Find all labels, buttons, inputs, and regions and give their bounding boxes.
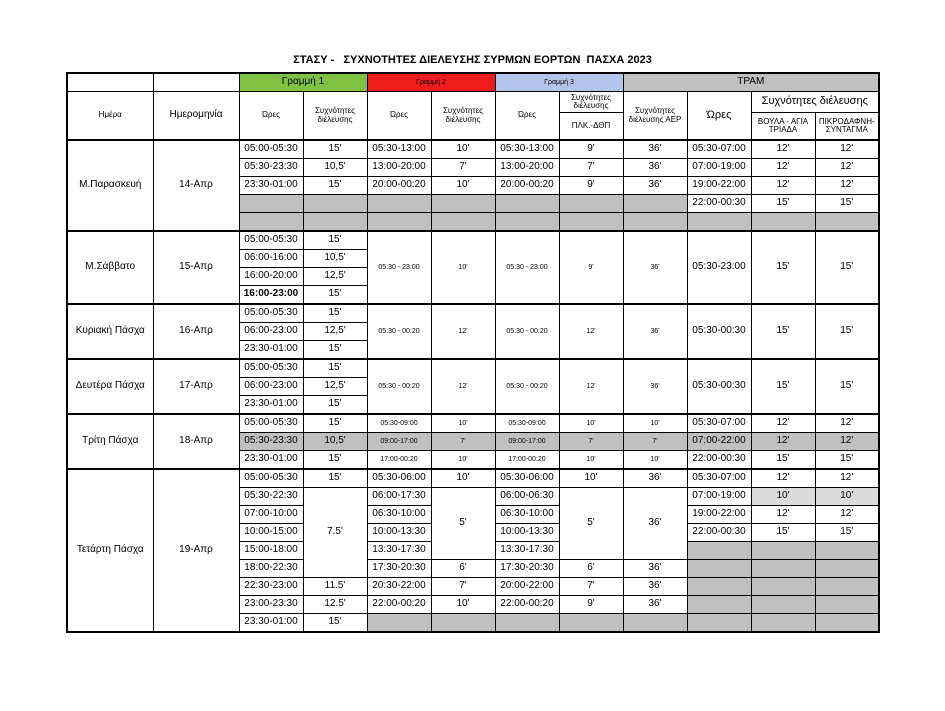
empty-cell <box>495 195 559 213</box>
date-cell: 18-Απρ <box>153 414 239 469</box>
freq-cell: 12' <box>559 304 623 359</box>
tram-hours-cell: 07:00-19:00 <box>687 488 751 506</box>
hours-cell: 18:00-22:30 <box>239 560 303 578</box>
freq-cell: 15' <box>303 614 367 633</box>
freq-cell: 7' <box>559 433 623 451</box>
aer-cell: 36' <box>623 304 687 359</box>
hours-cell: 22:30-23:00 <box>239 578 303 596</box>
freq-cell: 5' <box>431 488 495 560</box>
freq-cell: 11.5' <box>303 578 367 596</box>
corner-cell <box>153 73 239 92</box>
hours-cell: 06:00-23:00 <box>239 378 303 396</box>
freq-cell: 12.5' <box>303 596 367 614</box>
empty-cell <box>815 578 879 596</box>
freq-cell: 15' <box>303 177 367 195</box>
empty-cell <box>431 614 495 633</box>
tram-freq-cell: 12' <box>751 177 815 195</box>
hours-cell: 05:30 - 00:20 <box>367 304 431 359</box>
date-cell: 15-Απρ <box>153 231 239 304</box>
tram-freq-cell: 15' <box>751 524 815 542</box>
tram-hours-cell: 22:00-00:30 <box>687 195 751 213</box>
freq-cell: 10' <box>431 451 495 470</box>
freq-cell: 15' <box>303 414 367 433</box>
hours-cell: 05:00-05:30 <box>239 469 303 488</box>
l3-freq-header: Συχνότητες διέλευσης <box>559 92 623 113</box>
hours-cell: 23:30-01:00 <box>239 341 303 360</box>
freq-cell: 10' <box>431 177 495 195</box>
hours-cell: 06:00-16:00 <box>239 250 303 268</box>
tram-freq-cell: 12' <box>815 140 879 159</box>
tram-freq-cell: 15' <box>751 451 815 470</box>
hours-cell: 09:00-17:00 <box>495 433 559 451</box>
hours-cell: 05:30 - 23:00 <box>367 231 431 304</box>
tram-freq-cell: 12' <box>751 140 815 159</box>
hours-cell: 06:00-06:30 <box>495 488 559 506</box>
freq-cell: 15' <box>303 396 367 415</box>
hours-cell: 05:00-05:30 <box>239 359 303 378</box>
l1-hours-header: Ώρες <box>239 92 303 141</box>
day-cell: Μ.Παρασκευή <box>67 140 153 231</box>
aer-cell: 36' <box>623 159 687 177</box>
empty-cell <box>495 213 559 232</box>
day-header: Ημέρα <box>67 92 153 141</box>
tram-hours-cell: 07:00-22:00 <box>687 433 751 451</box>
freq-cell: 10' <box>559 451 623 470</box>
freq-cell: 15' <box>303 231 367 250</box>
hours-cell: 17:30-20:30 <box>495 560 559 578</box>
empty-cell <box>815 542 879 560</box>
tram-freq-cell: 15' <box>815 524 879 542</box>
empty-cell <box>623 614 687 633</box>
tram-freq-cell: 12' <box>815 506 879 524</box>
hours-cell: 05:30-06:00 <box>367 469 431 488</box>
hours-cell: 23:00-23:30 <box>239 596 303 614</box>
tram-hours-cell: 22:00-00:30 <box>687 451 751 470</box>
day-cell: Μ.Σάββατο <box>67 231 153 304</box>
hours-cell: 05:30-06:00 <box>495 469 559 488</box>
schedule-table <box>66 72 880 633</box>
aer-cell: 36' <box>623 177 687 195</box>
tram-freq-cell: 12' <box>751 159 815 177</box>
tram-header: ΤΡΑΜ <box>623 73 879 92</box>
empty-cell <box>303 213 367 232</box>
page-title: ΣΤΑΣΥ - ΣΥΧΝΟΤΗΤΕΣ ΔΙΕΛΕΥΣΗΣ ΣΥΡΜΩΝ ΕΟΡΤΩΝ ΠΑΣΧΑ 2023 <box>293 54 652 66</box>
tram-freq-cell: 15' <box>751 304 815 359</box>
freq-cell: 15' <box>303 359 367 378</box>
empty-cell <box>239 213 303 232</box>
empty-cell <box>751 614 815 633</box>
line3-header: Γραμμή 3 <box>495 73 623 92</box>
freq-cell: 7' <box>431 159 495 177</box>
tram-hours-cell: 05:30-07:00 <box>687 414 751 433</box>
freq-cell: 12' <box>431 304 495 359</box>
freq-cell: 7' <box>431 433 495 451</box>
empty-cell <box>751 213 815 232</box>
freq-cell: 10' <box>431 469 495 488</box>
aer-cell: 36' <box>623 359 687 414</box>
hours-cell: 05:00-05:30 <box>239 140 303 159</box>
freq-cell: 10' <box>431 231 495 304</box>
hours-cell: 05:00-05:30 <box>239 231 303 250</box>
hours-cell: 06:30-10:00 <box>495 506 559 524</box>
hours-cell: 20:00-22:00 <box>495 578 559 596</box>
hours-cell: 17:30-20:30 <box>367 560 431 578</box>
hours-cell: 23:30-01:00 <box>239 396 303 415</box>
empty-cell <box>431 195 495 213</box>
hours-cell: 16:00-20:00 <box>239 268 303 286</box>
hours-cell: 06:00-23:00 <box>239 323 303 341</box>
tram-freq-cell: 12' <box>815 433 879 451</box>
l2-freq-header: Συχνότητες διέλευσης <box>431 92 495 141</box>
freq-cell: 10' <box>431 140 495 159</box>
plk-dop-header: ΠΛΚ.-ΔΘΠ <box>559 113 623 141</box>
empty-cell <box>687 578 751 596</box>
hours-cell: 05:00-05:30 <box>239 414 303 433</box>
freq-cell: 15' <box>303 304 367 323</box>
tram-hours-header: Ώρες <box>687 92 751 141</box>
freq-cell: 12,5' <box>303 323 367 341</box>
freq-cell: 10,5' <box>303 159 367 177</box>
hours-cell: 05:00-05:30 <box>239 304 303 323</box>
freq-cell: 9' <box>559 231 623 304</box>
tram-hours-cell: 05:30-00:30 <box>687 304 751 359</box>
hours-cell: 05:30-23:30 <box>239 159 303 177</box>
tram-freq-cell: 15' <box>751 359 815 414</box>
date-header: Ημερομηνία <box>153 92 239 141</box>
tram-hours-cell: 05:30-00:30 <box>687 359 751 414</box>
line2-header: Γραμμή 2 <box>367 73 495 92</box>
tram-freq-cell: 15' <box>815 231 879 304</box>
hours-cell: 05:30 - 00:20 <box>367 359 431 414</box>
tram-freq-cell: 12' <box>751 506 815 524</box>
hours-cell: 22:00-00:20 <box>367 596 431 614</box>
line1-header: Γραμμή 1 <box>239 73 367 92</box>
empty-cell <box>431 213 495 232</box>
tram-freq-cell: 12' <box>815 159 879 177</box>
aer-cell: 7' <box>623 433 687 451</box>
tram-hours-cell: 05:30-07:00 <box>687 469 751 488</box>
date-cell: 16-Απρ <box>153 304 239 359</box>
hours-cell: 09:00-17:00 <box>367 433 431 451</box>
hours-cell: 13:30-17:30 <box>367 542 431 560</box>
freq-cell: 7.5' <box>303 488 367 578</box>
freq-cell: 10,5' <box>303 433 367 451</box>
day-cell: Κυριακή Πάσχα <box>67 304 153 359</box>
hours-cell: 13:00-20:00 <box>495 159 559 177</box>
empty-cell <box>815 596 879 614</box>
tram-freq-cell: 15' <box>815 195 879 213</box>
tram-freq-cell: 15' <box>815 359 879 414</box>
empty-cell <box>367 213 431 232</box>
aer-cell: 10' <box>623 414 687 433</box>
empty-cell <box>815 614 879 633</box>
corner-cell <box>67 73 153 92</box>
tram-freq-cell: 10' <box>815 488 879 506</box>
tram-freq-cell: 15' <box>751 195 815 213</box>
freq-cell: 10' <box>559 414 623 433</box>
hours-cell: 05:30-09:00 <box>495 414 559 433</box>
tram-freq-cell: 15' <box>815 451 879 470</box>
empty-cell <box>687 614 751 633</box>
empty-cell <box>687 213 751 232</box>
hours-cell: 05:30-13:00 <box>495 140 559 159</box>
date-cell: 19-Απρ <box>153 469 239 632</box>
freq-cell: 9' <box>559 177 623 195</box>
freq-cell: 5' <box>559 488 623 560</box>
aer-cell: 36' <box>623 488 687 560</box>
freq-cell: 15' <box>303 286 367 305</box>
hours-cell: 15:00-18:00 <box>239 542 303 560</box>
aer-cell: 36' <box>623 560 687 578</box>
empty-cell <box>815 213 879 232</box>
empty-cell <box>239 195 303 213</box>
empty-cell <box>687 596 751 614</box>
tram-hours-cell: 05:30-07:00 <box>687 140 751 159</box>
freq-cell: 10' <box>431 414 495 433</box>
day-cell: Δευτέρα Πάσχα <box>67 359 153 414</box>
hours-cell: 10:00-13:30 <box>495 524 559 542</box>
tram-hours-cell: 19:00-22:00 <box>687 177 751 195</box>
date-cell: 17-Απρ <box>153 359 239 414</box>
hours-cell: 23:30-01:00 <box>239 451 303 470</box>
hours-cell: 05:30-13:00 <box>367 140 431 159</box>
day-cell: Τρίτη Πάσχα <box>67 414 153 469</box>
freq-cell: 12,5' <box>303 268 367 286</box>
freq-cell: 12,5' <box>303 378 367 396</box>
pikrodafni-header: ΠΙΚΡΟΔΑΦΝΗ-ΣΥΝΤΑΓΜΑ <box>815 113 879 141</box>
aer-cell: 36' <box>623 469 687 488</box>
hours-cell: 05:30 - 00:20 <box>495 359 559 414</box>
empty-cell <box>559 213 623 232</box>
freq-cell: 7' <box>559 578 623 596</box>
hours-cell: 05:30-22:30 <box>239 488 303 506</box>
hours-cell: 13:30-17:30 <box>495 542 559 560</box>
empty-cell <box>751 542 815 560</box>
aer-cell: 36' <box>623 596 687 614</box>
hours-cell: 13:00-20:00 <box>367 159 431 177</box>
freq-cell: 10,5' <box>303 250 367 268</box>
hours-cell: 05:30 - 00:20 <box>495 304 559 359</box>
hours-cell: 17:00-00:20 <box>367 451 431 470</box>
tram-freq-cell: 12' <box>751 469 815 488</box>
freq-cell: 12' <box>431 359 495 414</box>
hours-cell: 20:30-22:00 <box>367 578 431 596</box>
tram-freq-cell: 15' <box>815 304 879 359</box>
empty-cell <box>367 195 431 213</box>
freq-cell: 12' <box>559 359 623 414</box>
empty-cell <box>303 195 367 213</box>
hours-cell: 16:00-23:00 <box>239 286 303 305</box>
aer-cell: 36' <box>623 231 687 304</box>
hours-cell: 06:30-10:00 <box>367 506 431 524</box>
freq-cell: 6' <box>431 560 495 578</box>
hours-cell: 20:00-00:20 <box>367 177 431 195</box>
freq-cell: 9' <box>559 596 623 614</box>
tram-freq-cell: 12' <box>815 177 879 195</box>
tram-freq-cell: 12' <box>751 414 815 433</box>
empty-cell <box>687 560 751 578</box>
empty-cell <box>815 560 879 578</box>
hours-cell: 23:30-01:00 <box>239 614 303 633</box>
freq-cell: 9' <box>559 140 623 159</box>
empty-cell <box>559 614 623 633</box>
tram-freq-cell: 10' <box>751 488 815 506</box>
tram-freq-header: Συχνότητες διέλευσης <box>751 92 879 113</box>
hours-cell: 10:00-13:30 <box>367 524 431 542</box>
aer-cell: 36' <box>623 140 687 159</box>
l2-hours-header: Ώρες <box>367 92 431 141</box>
hours-cell: 05:30-23:30 <box>239 433 303 451</box>
empty-cell <box>495 614 559 633</box>
hours-cell: 20:00-00:20 <box>495 177 559 195</box>
empty-cell <box>559 195 623 213</box>
tram-freq-cell: 12' <box>815 414 879 433</box>
hours-cell: 17:00-00:20 <box>495 451 559 470</box>
hours-cell: 22:00-00:20 <box>495 596 559 614</box>
freq-cell: 7' <box>431 578 495 596</box>
freq-cell: 15' <box>303 341 367 360</box>
freq-cell: 7' <box>559 159 623 177</box>
hours-cell: 05:30-09:00 <box>367 414 431 433</box>
hours-cell: 06:00-17:30 <box>367 488 431 506</box>
empty-cell <box>751 596 815 614</box>
freq-cell: 10' <box>559 469 623 488</box>
empty-cell <box>687 542 751 560</box>
tram-freq-cell: 12' <box>751 433 815 451</box>
voula-header: ΒΟΥΛΑ - ΑΓΙΑ ΤΡΙΑΔΑ <box>751 113 815 141</box>
day-cell: Τετάρτη Πάσχα <box>67 469 153 632</box>
date-cell: 14-Απρ <box>153 140 239 231</box>
tram-freq-cell: 15' <box>751 231 815 304</box>
empty-cell <box>367 614 431 633</box>
freq-cell: 10' <box>431 596 495 614</box>
aer-freq-header: Συχνότητες διέλευσης ΑΕΡ <box>623 92 687 141</box>
empty-cell <box>623 213 687 232</box>
hours-cell: 23:30-01:00 <box>239 177 303 195</box>
empty-cell <box>751 560 815 578</box>
tram-hours-cell: 22:00-00:30 <box>687 524 751 542</box>
hours-cell: 10:00-15:00 <box>239 524 303 542</box>
tram-freq-cell: 12' <box>815 469 879 488</box>
tram-hours-cell: 07:00-19:00 <box>687 159 751 177</box>
freq-cell: 15' <box>303 469 367 488</box>
freq-cell: 15' <box>303 451 367 470</box>
empty-cell <box>623 195 687 213</box>
freq-cell: 15' <box>303 140 367 159</box>
tram-hours-cell: 05:30-23:00 <box>687 231 751 304</box>
l1-freq-header: Συχνότητες διέλευσης <box>303 92 367 141</box>
hours-cell: 07:00-10:00 <box>239 506 303 524</box>
aer-cell: 36' <box>623 578 687 596</box>
l3-hours-header: Ώρες <box>495 92 559 141</box>
aer-cell: 10' <box>623 451 687 470</box>
freq-cell: 6' <box>559 560 623 578</box>
empty-cell <box>751 578 815 596</box>
tram-hours-cell: 19:00-22:00 <box>687 506 751 524</box>
hours-cell: 05:30 - 23:00 <box>495 231 559 304</box>
